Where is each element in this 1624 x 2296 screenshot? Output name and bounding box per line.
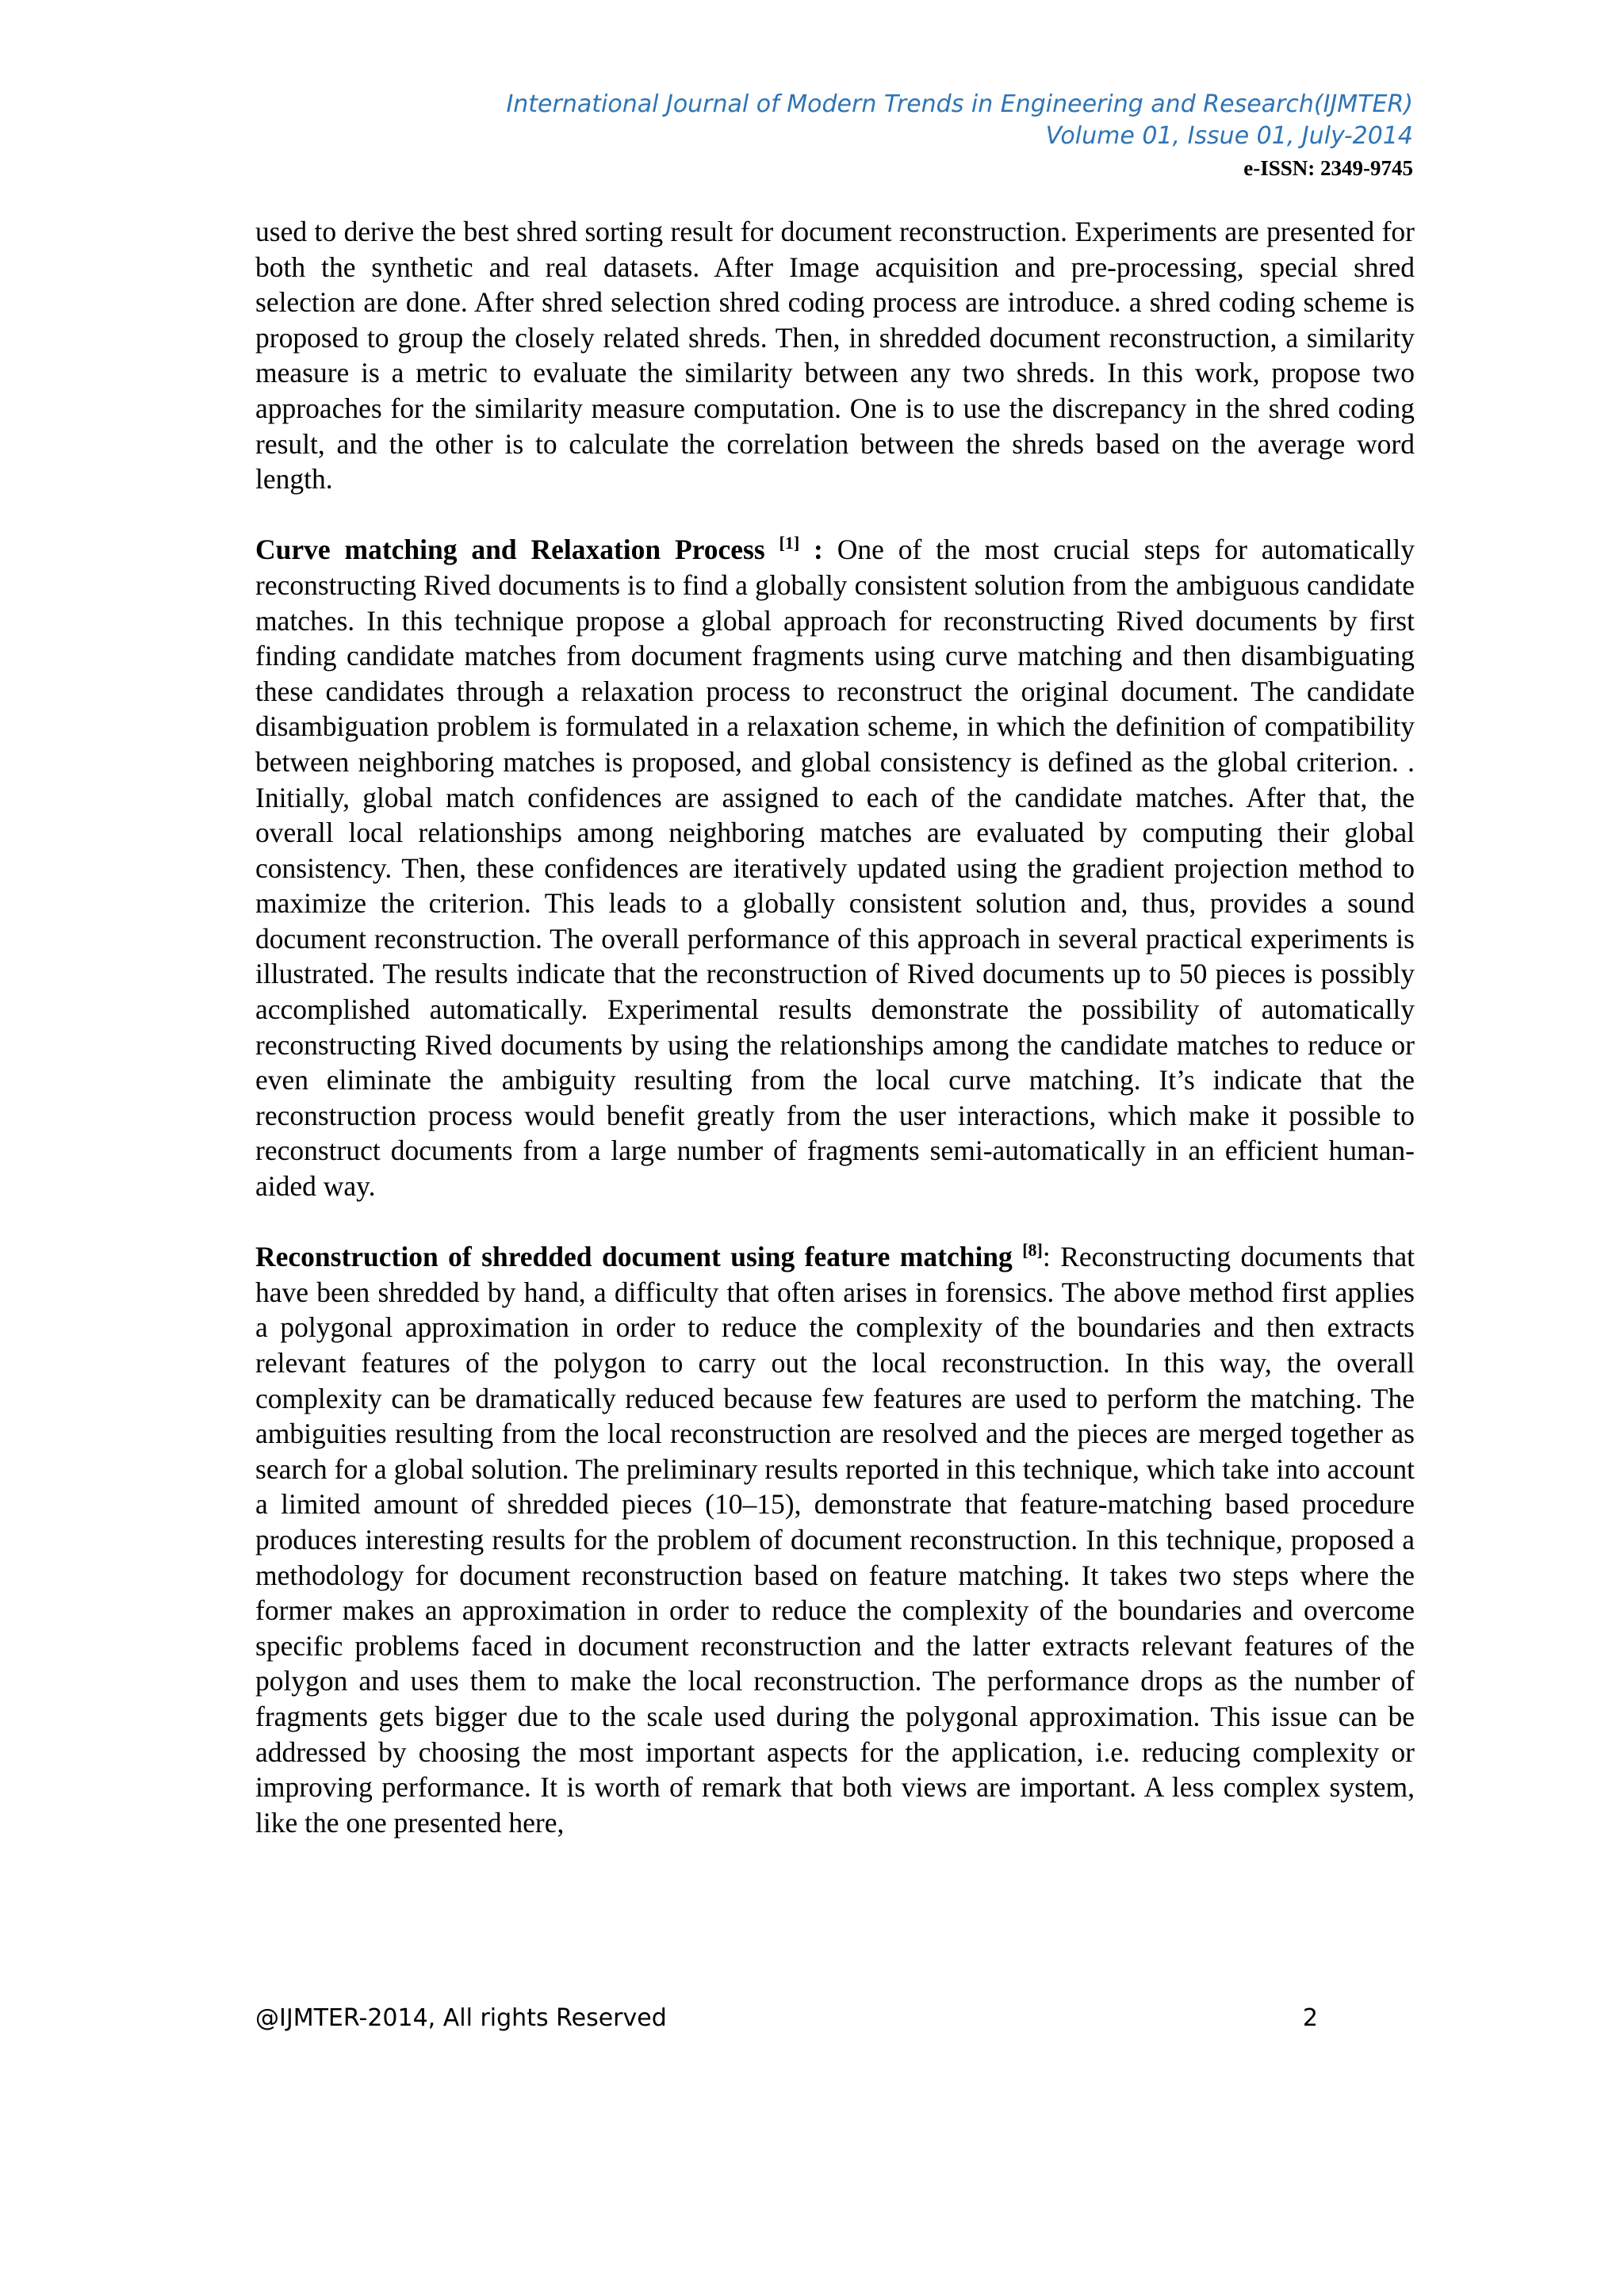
- section-heading-curve-matching: Curve matching and Relaxation Process: [255, 534, 765, 566]
- heading-separator: :: [799, 534, 837, 566]
- curve-matching-paragraph: [255, 532, 1415, 1203]
- issn-number: e-ISSN: 2349-9745: [1243, 156, 1413, 180]
- citation-ref: [8]: [1022, 1240, 1043, 1261]
- page-footer: [255, 2003, 1318, 2034]
- journal-volume: Volume 01, Issue 01, July-2014: [1045, 122, 1413, 150]
- page-number: 2: [1302, 2004, 1318, 2032]
- copyright-notice: @IJMTER-2014, All rights Reserved: [255, 2004, 667, 2032]
- page-header: [506, 89, 1413, 184]
- body-text: [255, 214, 1415, 1876]
- section-heading-feature-matching: Reconstruction of shredded document using feature matching: [255, 1241, 1013, 1273]
- intro-paragraph: used to derive the best shred sorting result for document reconstruction. Experiments are presented for both the synthetic and real datasets. After Image acquisition and pre-processing, special shred selection are done. After shred selection shred coding process are introduce. a shred coding scheme is proposed to group the closely related shreds. Then, in shredded document reconstruction, a similarity measure is a metric to evaluate the similarity between any two shreds. In this work, propose two approaches for the similarity measure computation. One is to use the discrepancy in the shred coding result, and the other is to calculate the correlation between the shreds based on the average word length.: [255, 216, 1415, 496]
- curve-matching-text: One of the most crucial steps for automatically reconstructing Rived documents is to find a globally consistent solution from the ambiguous candidate matches. In this technique propose a global approach for reconstructing Rived documents by first finding candidate matches from document fragments using curve matching and then disambiguating these candidates through a relaxation process to reconstruct the original document. The candidate disambiguation problem is formulated in a relaxation scheme, in which the definition of compatibility between neighboring matches is proposed, and global consistency is defined as the global criterion. . Initially, global match confidences are assigned to each of the candidate matches. After that, the overall local relationships among neighboring matches are evaluated by computing their global consistency. Then, these confidences are iteratively updated using the gradient projection method to maximize the criterion. This leads to a globally consistent solution and, thus, provides a sound document reconstruction. The overall performance of this approach in several practical experiments is illustrated. The results indicate that the reconstruction of Rived documents up to 50 pieces is possibly accomplished automatically. Experimental results demonstrate the possibility of automatically reconstructing Rived documents by using the relationships among the candidate matches to reduce or even eliminate the ambiguity resulting from the local curve matching. It’s indicate that the reconstruction process would benefit greatly from the user interactions, which make it possible to reconstruct documents from a large number of fragments semi-automatically in an efficient human-aided way.: [255, 534, 1415, 1203]
- citation-ref: [1]: [779, 533, 800, 553]
- journal-title: International Journal of Modern Trends in Engineering and Research(IJMTER): [506, 90, 1413, 118]
- feature-matching-paragraph: [255, 1239, 1415, 1840]
- feature-matching-text: Reconstructing documents that have been shredded by hand, a difficulty that often arises in forensics. The above method first applies a polygonal approximation in order to reduce the complexity of the boundaries and then extracts relevant features of the polygon to carry out the local reconstruction. In this way, the overall complexity can be dramatically reduced because few features are used to perform the matching. The ambiguities resulting from the local reconstruction are resolved and the pieces are merged together as search for a global solution. The preliminary results reported in this technique, which take into account a limited amount of shredded pieces (10–15), demonstrate that feature-matching based procedure produces interesting results for the problem of document reconstruction. In this technique, proposed a methodology for document reconstruction based on feature matching. It takes two steps where the former makes an approximation in order to reduce the complexity of the boundaries and overcome specific problems faced in document reconstruction and the latter extracts relevant features of the polygon and uses them to make the local reconstruction. The performance drops as the number of fragments gets bigger due to the scale used during the polygonal approximation. This issue can be addressed by choosing the most important aspects for the application, i.e. reducing complexity or improving performance. It is worth of remark that both views are important. A less complex system, like the one presented here,: [255, 1241, 1415, 1839]
- heading-separator: :: [1042, 1241, 1061, 1273]
